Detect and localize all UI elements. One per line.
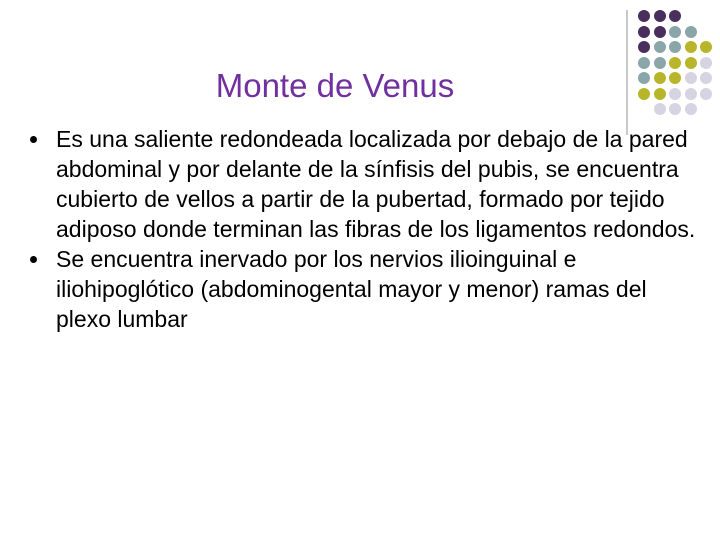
decorative-dot [638, 57, 650, 69]
decorative-dot [654, 10, 666, 22]
bullet-text: Se encuentra inervado por los nervios ilioinguinal e iliohipoglótico (abdominogental mayor y menor) ramas del plexo lumbar [56, 246, 647, 332]
decorative-dot [669, 72, 681, 84]
decorative-dot [685, 57, 697, 69]
decorative-dot [700, 88, 712, 100]
decorative-dot [685, 103, 697, 115]
decorative-dot [685, 26, 697, 38]
decorative-dot [700, 41, 712, 53]
decorative-dot [654, 26, 666, 38]
decorative-dot [669, 88, 681, 100]
bullet-icon [30, 256, 37, 263]
decorative-dot [654, 103, 666, 115]
decorative-dot [654, 57, 666, 69]
decorative-dot [654, 41, 666, 53]
decorative-dot [669, 26, 681, 38]
decorative-dot [685, 41, 697, 53]
decorative-dot [669, 10, 681, 22]
bullet-item [30, 244, 700, 334]
decorative-dot [638, 26, 650, 38]
bullet-text: Es una saliente redondeada localizada por debajo de la pared abdominal y por delante de la sínfisis del pubis, se encuentra cubierto de vellos a partir de la pubertad, formado por tejido adiposo donde terminan las fibras de los ligamentos redondos. [56, 126, 696, 242]
decorative-dot [638, 72, 650, 84]
decorative-dot [638, 88, 650, 100]
decorative-dot [669, 57, 681, 69]
decorative-dot [700, 57, 712, 69]
decorative-dot [685, 72, 697, 84]
decorative-dot [685, 88, 697, 100]
decorative-dot [638, 41, 650, 53]
bullet-item [30, 124, 700, 244]
decorative-dot [669, 103, 681, 115]
vertical-divider [626, 10, 628, 135]
dot-grid-icon [638, 10, 720, 120]
slide-title: Monte de Venus [215, 67, 455, 104]
decorative-dot [654, 72, 666, 84]
decorative-dot [669, 41, 681, 53]
bullet-list [30, 124, 700, 334]
decorative-dot [700, 72, 712, 84]
bullet-icon [30, 136, 37, 143]
decorative-dot [654, 88, 666, 100]
decorative-dot [638, 10, 650, 22]
